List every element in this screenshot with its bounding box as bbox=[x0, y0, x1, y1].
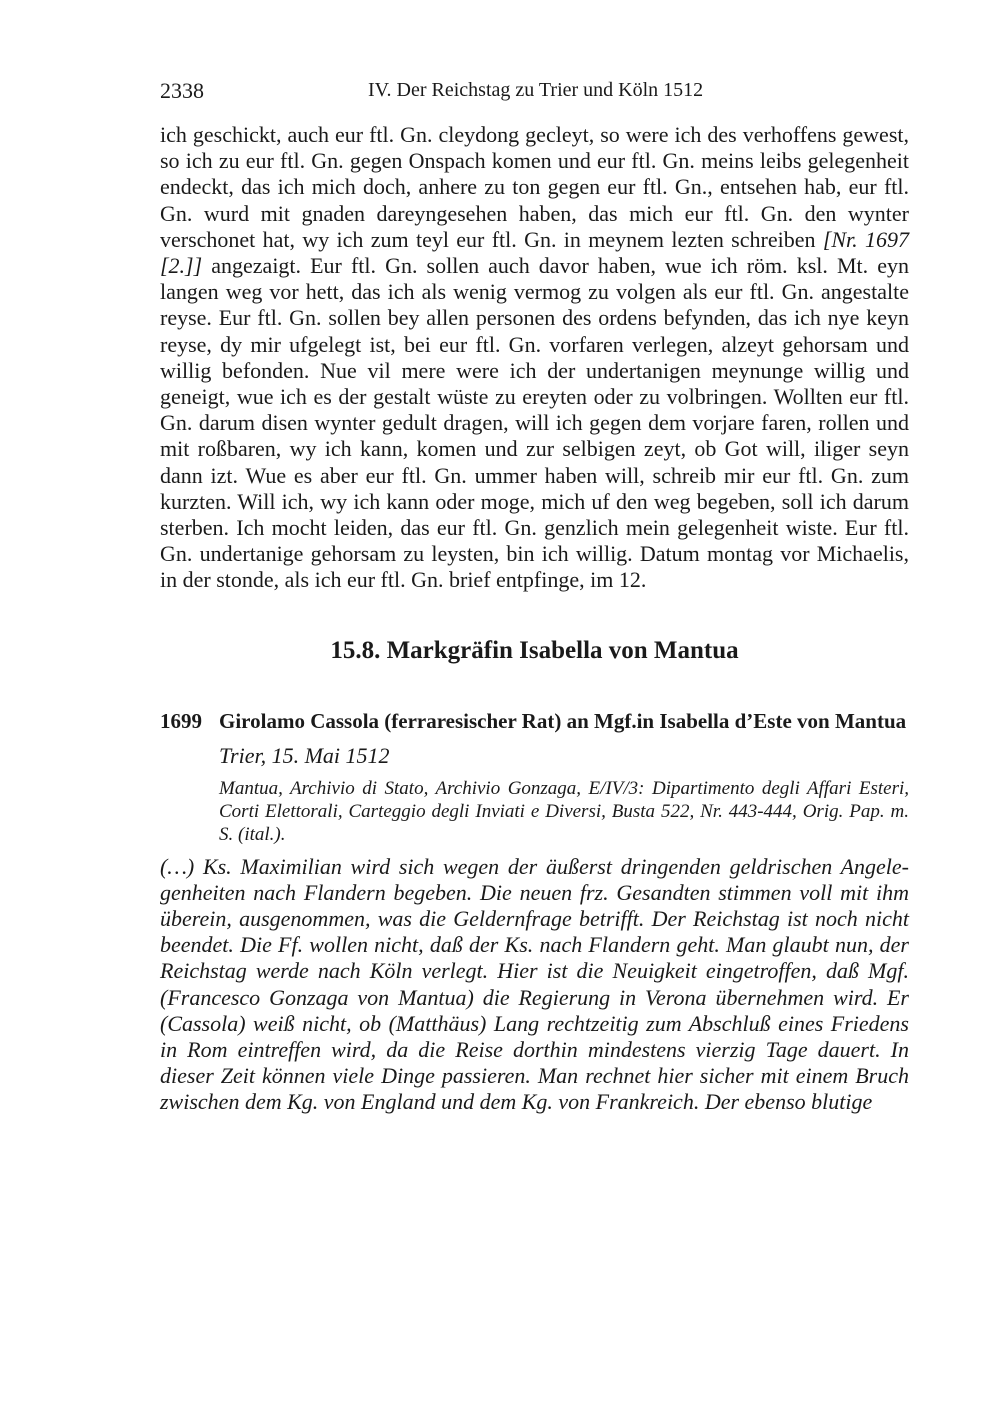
entry-source: Mantua, Archivio di Stato, Archivio Gonzaga, E/IV/3: Dipartimento degli Affari Esteri, Corti Elettorali, Carteggio degli Inviati e Diversi, Busta 522, Nr. 443-444, Orig. Pap. m. S. (ital.). bbox=[219, 777, 909, 845]
page-content bbox=[160, 78, 909, 1116]
entry-number: 1699 bbox=[160, 708, 202, 733]
running-head bbox=[160, 78, 909, 108]
letter-text-part-2: angezaigt. Eur ftl. Gn. sollen auch davor haben, wue ich röm. ksl. Mt. eyn langen weg vor hett, das ich als wenig vermog zu volgen als eur ftl. Gn. angestalte reyse. Eur ftl. Gn. sollen bey allen personen des ordens befynden, das ich nye keyn reyse, dy mir ufgelegt ist, bei eur ftl. Gn. vorfaren verlegen, alzeyt gehorsam und willig befonden. Nue vil mere were ich der undertanigen meynunge willig und geneigt, wue ich es der gestalt wüste zu ereyten oder zu volbringen. Wollten eur ftl. Gn. darum disen wynter gedult dragen, will ich gegen dem vorjare faren, rollen und mit roßbaren, wy ich kann, komen und zur selbigen zeyt, ob Got will, iliger seyn dann izt. Wue es aber eur ftl. Gn. ummer haben will, schreib mir eur ftl. Gn. zum kurzten. Will ich, wy ich kann oder moge, mich uf den weg begeben, soll ich darum sterben. Ich mocht leiden, das eur ftl. Gn. genzlich mein gelegenheit wiste. Eur ftl. Gn. undertanige gehorsam zu leysten, bin ich willig. Datum montag vor Michaelis, in der stonde, als ich eur ftl. Gn. brief entpfinge, im 12. bbox=[160, 253, 909, 593]
letter-text-part-1: ich geschickt, auch eur ftl. Gn. cleydong gecleyt, so were ich des verhoffens gewest, so ich zu eur ftl. Gn. gegen Onspach komen und eur ftl. Gn. meins leibs gelegenheit endeckt, das ich mich doch, anhere zu ton gegen eur ftl. Gn., entsehen hab, eur ftl. Gn. wurd mit gnaden dareyngesehen haben, das mich eur ftl. Gn. den wynter verschonet hat, wy ich zum teyl eur ftl. Gn. in meynem lezten schreiben bbox=[160, 122, 909, 252]
page-number: 2338 bbox=[160, 78, 204, 103]
document-entry bbox=[160, 708, 909, 846]
entry-summary: (…) Ks. Maximilian wird sich wegen der äußerst dringenden geldrischen Angelegenheiten nach Flandern begeben. Die neuen frz. Gesandten stimmen voll mit ihm überein, ausgenommen, was die Geldernfrage betrifft. Der Reichstag ist noch nicht beendet. Die Ff. wollen nicht, daß der Ks. nach Flandern geht. Man glaubt nun, der Reichstag werde nach Köln verlegt. Hier ist die Neuigkeit eingetroffen, daß Mgf. (Francesco Gonzaga von Mantua) die Regierung in Verona übernehmen wird. Er (Cassola) weiß nicht, ob (Matthäus) Lang rechtzeitig zum Abschluß eines Friedens in Rom eintreffen wird, da die Reise dorthin mindestens vierzig Tage dauert. In dieser Zeit können viele Dinge passieren. Man rechnet hier sicher mit einem Bruch zwischen dem Kg. von England und dem Kg. von Frankreich. Der ebenso blutige bbox=[160, 853, 909, 1115]
entry-date: Trier, 15. Mai 1512 bbox=[219, 742, 390, 768]
running-title: IV. Der Reichstag zu Trier und Köln 1512 bbox=[368, 79, 704, 101]
entry-title: Girolamo Cassola (ferraresischer Rat) an Mgf.in Isabella d’Este von Mantua bbox=[219, 708, 907, 733]
letter-text bbox=[160, 122, 909, 594]
cross-reference: [Nr. 1697 [2.]] bbox=[160, 226, 910, 279]
section-heading: 15.8. Markgräfin Isabella von Mantua bbox=[330, 636, 739, 664]
